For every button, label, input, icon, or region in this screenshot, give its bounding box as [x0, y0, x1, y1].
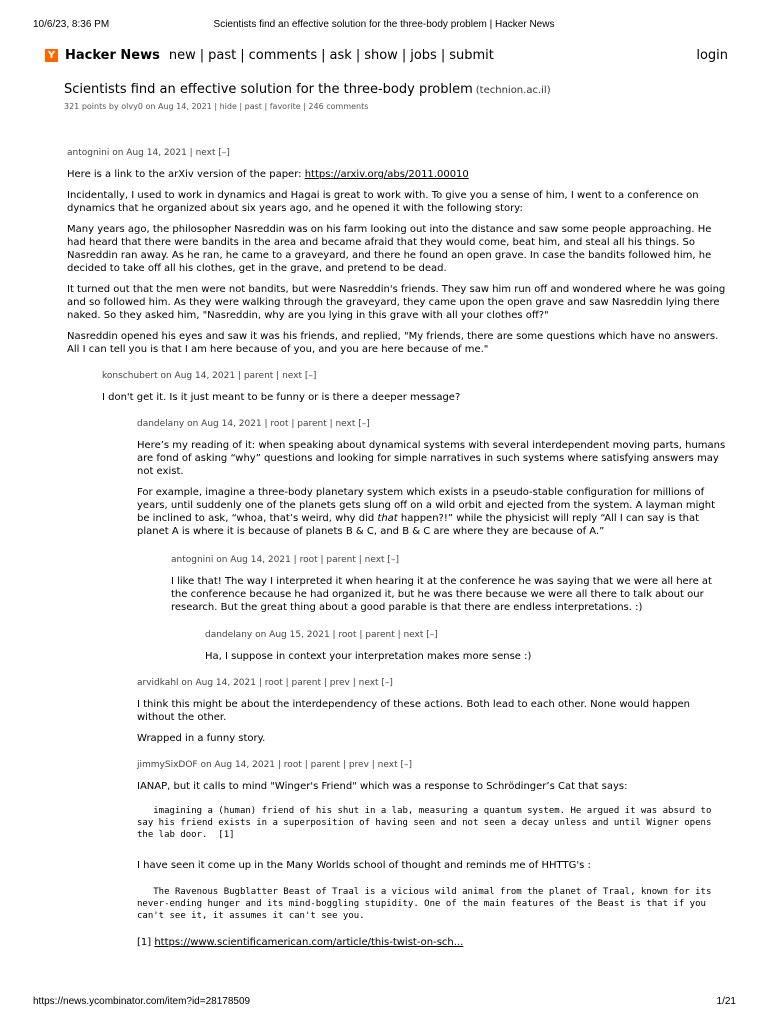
comment-paragraph: Incidentally, I used to work in dynamics and Hagai is great to work with. To give you a sense of him, I went to a conference on dynamics that he organized about six years ago, and he opened it with the following story: [67, 190, 699, 214]
comment-paragraph [67, 168, 729, 181]
comment-paragraph: Ha, I suppose in context your interpretation makes more sense :) [205, 651, 532, 662]
comment-paragraph: I like that! The way I interpreted it when hearing it at the conference he was saying that we were all here at the conference because he had organized it, but he was there because we were all there to talk about our research. But the great thing about a good parable is that there are endless interpretations. :) [171, 576, 712, 613]
print-url: https://news.ycombinator.com/item?id=28178509 [33, 996, 251, 1007]
nav-separator: | [355, 47, 361, 63]
hn-top-bar [44, 44, 730, 66]
print-timestamp: 10/6/23, 8:36 PM [33, 19, 110, 30]
nav-separator: | [199, 47, 205, 63]
comment-header[interactable]: antognini on Aug 14, 2021 | root | parent | next [–] [171, 555, 399, 565]
nav-ask[interactable]: ask [329, 47, 352, 63]
comment-text: For example, imagine a three-body planetary system which exists in a pseudo-stable configuration for millions of years, until suddenly one of the planets gets slung off on a wild orbit and ejected from the system. A layman might be inclined to ask, “whoa, that’s weird, why did [137, 487, 715, 524]
scientificamerican-link[interactable]: https://www.scientificamerican.com/article/this-twist-on-sch... [154, 937, 464, 948]
comment-header[interactable]: dandelany on Aug 14, 2021 | root | parent | next [–] [137, 419, 370, 429]
print-page-title: Scientists find an effective solution for the three-body problem | Hacker News [213, 19, 555, 30]
nav-separator: | [321, 47, 326, 63]
comment [102, 370, 728, 412]
comment [137, 418, 729, 546]
nav-submit[interactable]: submit [449, 47, 494, 63]
nav-separator: | [401, 47, 407, 63]
story-title-link[interactable]: Scientists find an effective solution for the three-body problem [64, 82, 473, 97]
nav-new[interactable]: new [168, 47, 196, 63]
comment-body [137, 698, 729, 745]
comment [205, 629, 729, 671]
comment [137, 677, 729, 753]
comment-header[interactable]: jimmySixDOF on Aug 14, 2021 | root | parent | prev | next [–] [137, 760, 412, 770]
site-name-link[interactable]: Hacker News [65, 47, 160, 63]
comment-body [205, 650, 729, 663]
comment-text: Here is a link to the arXiv version of the paper: [67, 169, 305, 180]
story-site-link[interactable]: (technion.ac.il) [475, 85, 551, 96]
comment-body [137, 439, 729, 538]
arxiv-link[interactable]: https://arxiv.org/abs/2011.00010 [304, 169, 469, 180]
comment-emphasis: that [377, 513, 398, 524]
nav-separator: | [440, 47, 446, 63]
nav-jobs[interactable]: jobs [410, 47, 437, 63]
comment-paragraph: I don't get it. Is it just meant to be funny or is there a deeper message? [102, 392, 461, 403]
comment-header[interactable]: antognini on Aug 14, 2021 | next [–] [67, 148, 230, 158]
nav-comments[interactable]: comments [248, 47, 318, 63]
comment-body [171, 575, 729, 614]
hn-logo-icon[interactable]: Y [44, 48, 59, 63]
comment-text: [1] [137, 937, 155, 948]
comment-quote: The Ravenous Bugblatter Beast of Traal is a vicious wild animal from the planet of Traal, known for its never-ending hunger and its mind-boggling stupidity. One of the main features of the Beast is that if you can't see it, it assumes it can't see you. [137, 887, 717, 921]
comment-paragraph: Nasreddin opened his eyes and saw it was his friends, and replied, "My friends, there are some questions which have no answers. All I can tell you is that I am here because of you, and you are here because of me." [67, 331, 719, 355]
comment-quote: imagining a (human) friend of his shut in a lab, measuring a quantum system. He argued it was absurd to say his friend exists in a superposition of having seen and not seen a decay unless and until Wigner opens the lab door. [1] [137, 806, 717, 840]
comment-header[interactable]: arvidkahl on Aug 14, 2021 | root | parent | prev | next [–] [137, 678, 393, 688]
comment-body [67, 168, 729, 356]
comment-header[interactable]: dandelany on Aug 15, 2021 | root | parent | next [–] [205, 630, 438, 640]
comment-paragraph: It turned out that the men were not bandits, but were Nasreddin's friends. They saw him run off and wondered where he was going and so followed him. As they were walking through the graveyard, they came upon the open grave and saw Nasreddin lying there naked. So they asked him, "Nasreddin, why are you lying in this grave with all your clothes off?" [67, 284, 726, 321]
main-nav [169, 48, 494, 63]
story-subline: 321 points by olvy0 on Aug 14, 2021 | hide | past | favorite | 246 comments [64, 102, 369, 111]
comment [67, 147, 729, 364]
comment-body [137, 780, 729, 949]
comment-body [102, 391, 728, 404]
comment-paragraph: Here’s my reading of it: when speaking about dynamical systems with several interdependent moving parts, humans are fond of asking “why” questions and looking for simple narratives in such systems where satisfying answers may not exist. [137, 440, 726, 477]
comment-paragraph [137, 486, 729, 538]
comment-paragraph: I have seen it come up in the Many Worlds school of thought and reminds me of HHTTG's : [137, 860, 591, 871]
login-link[interactable]: login [696, 47, 728, 63]
nav-show[interactable]: show [364, 47, 398, 63]
comment-paragraph: IANAP, but it calls to mind "Winger's Friend" which was a response to Schrödinger’s Cat that says: [137, 781, 628, 792]
comment-paragraph: Wrapped in a funny story. [137, 733, 266, 744]
print-page-number: 1/21 [716, 996, 736, 1007]
print-footer [0, 994, 768, 1024]
comment-text: happen?!” while the physicist will reply “All I can say is that planet A is where it is because of planets B & C, and B & C are where they are because of A.” [137, 513, 700, 537]
nav-separator: | [240, 47, 245, 63]
nav-past[interactable]: past [208, 47, 237, 63]
comment [171, 554, 729, 622]
comment-paragraph: Many years ago, the philosopher Nasreddin was on his farm looking out into the distance and saw some people approaching. He had heard that there were bandits in the area and became afraid that they would come, beat him, and steal all his things. So Nasreddin ran away. As he ran, he came to a graveyard, and there he found an open grave. In case the bandits followed him, he decided to take off all his clothes, get in the grave, and pretend to be dead. [67, 224, 712, 274]
story [64, 78, 724, 111]
print-header [0, 0, 768, 40]
comment [137, 759, 729, 957]
comment-paragraph: I think this might be about the interdependency of these actions. Both lead to each other. None would happen without the other. [137, 699, 690, 723]
comment-paragraph [137, 936, 729, 949]
comment-header[interactable]: konschubert on Aug 14, 2021 | parent | next [–] [102, 371, 317, 381]
